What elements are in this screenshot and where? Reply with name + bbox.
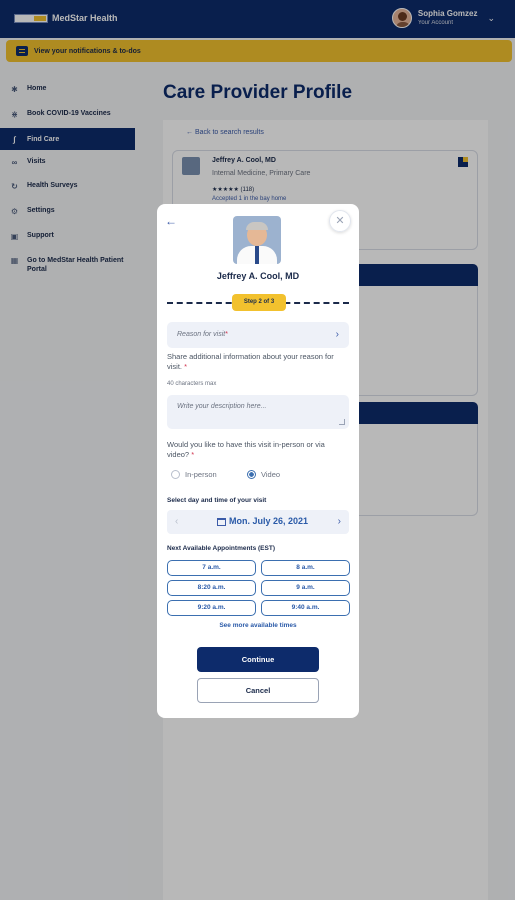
step-indicator: Step 2 of 3 [232, 294, 286, 311]
radio-button-selected[interactable] [247, 470, 256, 479]
description-placeholder: Write your description here... [177, 403, 267, 410]
back-to-search-link[interactable]: ← Back to search results [186, 129, 264, 136]
calendar-icon [217, 518, 226, 526]
selected-date[interactable]: Mon. July 26, 2021 [229, 516, 309, 526]
modal-provider-name: Jeffrey A. Cool, MD [216, 271, 300, 281]
account-link: Your Account [417, 20, 454, 26]
time-slot-button[interactable]: 9:40 a.m. [261, 600, 350, 616]
syringe-icon: ⋇ [11, 110, 18, 119]
see-more-times-link[interactable]: See more available times [219, 622, 297, 629]
notification-text: View your notifications & to-dos [34, 47, 141, 55]
sidebar-item-label: Find Care [27, 135, 60, 143]
portal-icon: ▦ [10, 256, 19, 265]
close-icon[interactable]: ✕ [329, 210, 351, 232]
continue-button[interactable]: Continue [197, 647, 319, 672]
provider-rating: ★★★★★ (118) [212, 187, 255, 193]
next-day-icon[interactable]: › [337, 516, 341, 527]
chevron-down-icon: ⌄ [487, 12, 495, 23]
stethoscope-icon: ∫ [13, 134, 16, 144]
gear-icon: ⚙ [10, 207, 19, 216]
home-icon: ✱ [11, 85, 18, 94]
reason-for-visit-select[interactable]: Reason for visit* › [167, 322, 349, 348]
page-title: Care Provider Profile [163, 82, 353, 103]
provider-name: Jeffrey A. Cool, MD [212, 157, 276, 164]
sidebar-item-label: Book COVID-19 Vaccines [27, 110, 111, 117]
visit-type-question: Would you like to have this visit in-person or via video? * [167, 440, 325, 460]
appointments-label: Next Available Appointments (EST) [167, 545, 275, 552]
time-slot-button[interactable]: 8:20 a.m. [167, 580, 256, 596]
link-icon: ∞ [11, 158, 18, 167]
chevron-right-icon: › [335, 329, 339, 340]
sidebar-item-label: Settings [27, 207, 55, 214]
sidebar-item-label: Visits [27, 158, 46, 165]
brand-name: MedStar Health [52, 13, 118, 23]
time-slot-button[interactable]: 7 a.m. [167, 560, 256, 576]
description-textarea[interactable] [167, 395, 349, 429]
sidebar-item-label: Health Surveys [27, 182, 78, 189]
sidebar-item-label: Home [27, 85, 47, 92]
provider-accepting[interactable]: Accepted 1 in the bay home [212, 196, 287, 202]
back-arrow-icon[interactable]: ← [165, 214, 177, 228]
char-limit-hint: 40 characters max [167, 381, 217, 387]
radio-label: Video [261, 470, 281, 479]
support-icon: ▣ [10, 232, 19, 241]
time-slot-button[interactable]: 9:20 a.m. [167, 600, 256, 616]
reason-placeholder: Reason for visit [177, 331, 226, 338]
visit-type-question-text: Would you like to have this visit in-person or via video? [167, 440, 325, 460]
share-question-text: Share additional information about your reason for visit. [167, 352, 334, 372]
schedule-visit-modal [157, 204, 359, 718]
radio-button[interactable] [171, 470, 180, 479]
time-slot-button[interactable]: 8 a.m. [261, 560, 350, 576]
sidebar-item-label: Go to MedStar Health Patient Portal [27, 257, 124, 274]
radio-label: In-person [185, 470, 217, 479]
radio-video[interactable] [247, 470, 280, 479]
previous-day-icon[interactable]: ‹ [175, 516, 179, 527]
cancel-button[interactable]: Cancel [197, 678, 319, 703]
survey-icon: ↻ [11, 182, 18, 191]
date-picker [167, 510, 349, 534]
provider-photo [233, 216, 281, 264]
user-name: Sophia Gomzez [417, 9, 478, 18]
radio-in-person[interactable] [171, 470, 217, 479]
back-link-label: Back to search results [194, 129, 264, 136]
provider-specialty: Internal Medicine, Primary Care [212, 170, 311, 177]
share-info-question: Share additional information about your reason for visit. * [167, 352, 334, 372]
select-day-label: Select day and time of your visit [167, 497, 267, 504]
sidebar-item-label: Support [27, 232, 54, 239]
time-slot-button[interactable]: 9 a.m. [261, 580, 350, 596]
